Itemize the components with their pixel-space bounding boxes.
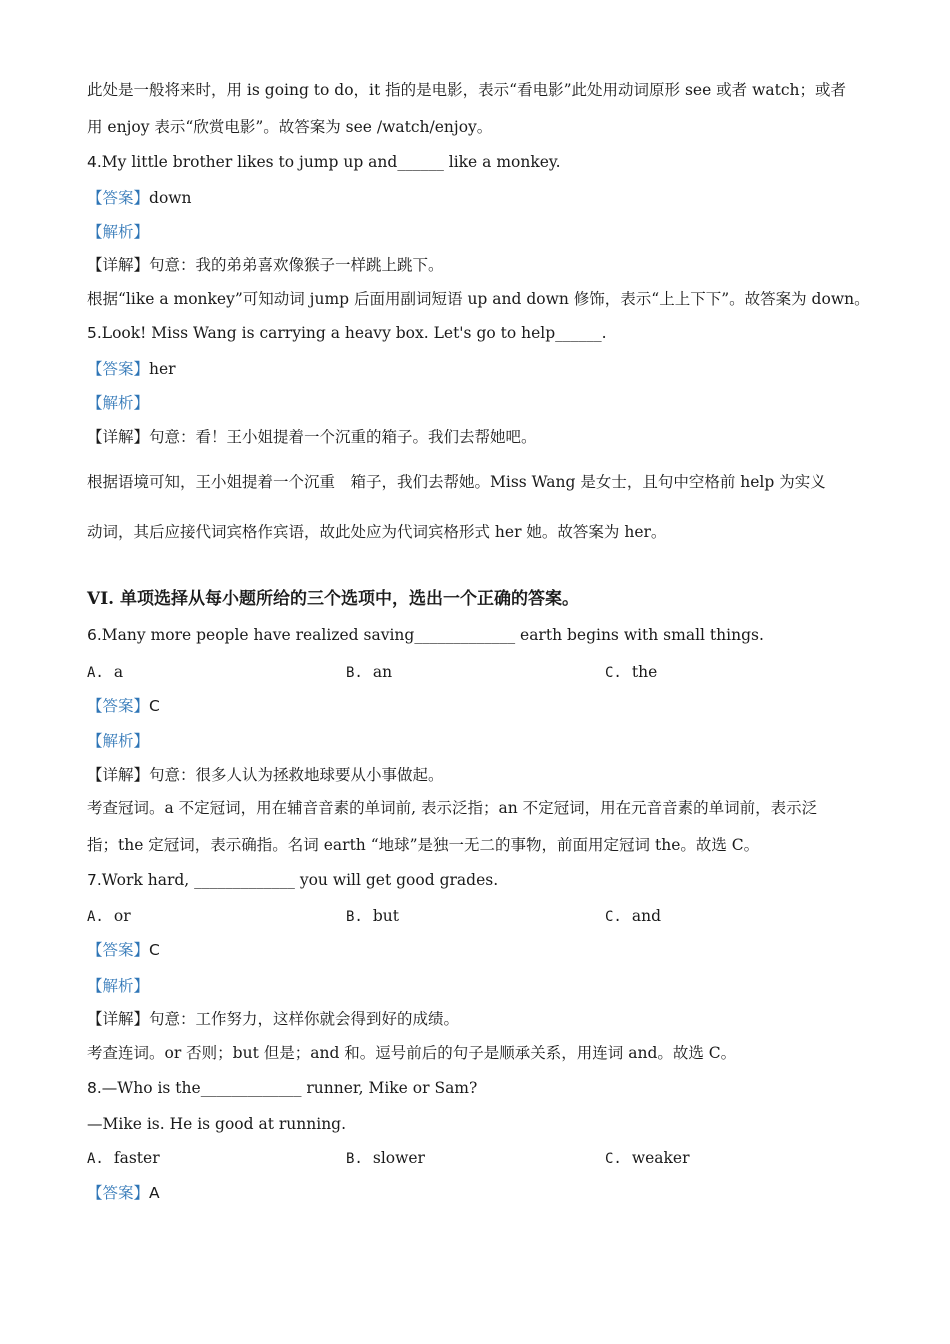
q7-question [87,870,498,890]
q6-detail [87,765,444,785]
q3-explain-line1: 此处是一般将来时，用 is going to do，it 指的是电影，表示“看电影”此处用动词原形 see 或者 watch；或者 [87,81,846,99]
option-text: the [631,663,658,681]
q5-answer [87,359,176,379]
q4-text: My little brother likes to jump up and______ like a monkey. [101,153,561,171]
q4-analysis-label: 【解析】 [87,223,150,241]
option-letter: B. [346,665,363,681]
q8-number: 8. [87,1079,102,1097]
q6-explain-line2: 指；the 定冠词，表示确指。名词 earth “地球”是独一无二的事物，前面用定冠词 the。故选 C。 [87,836,760,854]
answer-label: 【答案】 [87,697,150,715]
q8-option-c [605,1148,690,1169]
q7-analysis-label: 【解析】 [87,977,150,995]
q7-answer [87,940,160,960]
q5-explain-line2: 动词，其后应接代词宾格作宾语，故此处应为代词宾格形式 her 她。故答案为 her。 [87,523,667,541]
answer-label: 【答案】 [87,189,150,207]
detail-label: 【详解】 [87,766,150,784]
q7-option-b [346,906,399,927]
q7-explain: 考查连词。or 否则；but 但是；and 和。逗号前后的句子是顺承关系，用连词 and。故选 C。 [87,1044,737,1062]
section-title: VI. 单项选择从每小题所给的三个选项中，选出一个正确的答案。 [87,589,579,609]
answer-label: 【答案】 [87,1184,150,1202]
q6-answer-value: C [149,697,160,715]
q8-answer [87,1183,160,1203]
q4-question [87,152,561,172]
option-letter: C. [605,1151,622,1167]
option-text: or [113,907,131,925]
q5-detail [87,427,537,447]
q5-text: Look! Miss Wang is carrying a heavy box. Let's go to help______. [101,324,607,342]
q7-text: Work hard, _____________ you will get good grades. [101,871,499,889]
option-letter: C. [605,909,622,925]
q4-detail [87,255,444,275]
q5-meaning: 句意：看！王小姐提着一个沉重的箱子。我们去帮她吧。 [149,428,537,446]
q7-detail [87,1009,459,1029]
option-letter: B. [346,909,363,925]
answer-label: 【答案】 [87,941,150,959]
q6-explain-line1: 考查冠词。a 不定冠词，用在辅音音素的单词前, 表示泛指；an 不定冠词，用在元音音素的单词前，表示泛 [87,799,818,817]
q5-explain-line1: 根据语境可知，王小姐提着一个沉重 箱子，我们去帮她。Miss Wang 是女士，且句中空格前 help 为实义 [87,473,826,491]
q6-number: 6. [87,626,102,644]
q5-question [87,323,607,343]
option-text: an [372,663,393,681]
option-text: weaker [631,1149,690,1167]
answer-label: 【答案】 [87,360,150,378]
q6-answer [87,696,160,716]
q8-option-b [346,1148,425,1169]
q6-analysis-label: 【解析】 [87,732,150,750]
q8-option-a [87,1148,160,1169]
option-letter: C. [605,665,622,681]
option-letter: A. [87,909,104,925]
q5-number: 5. [87,324,102,342]
option-text: and [631,907,662,925]
option-text: slower [372,1149,425,1167]
option-text: but [372,907,399,925]
q4-explain: 根据“like a monkey”可知动词 jump 后面用副词短语 up and down 修饰，表示“上上下下”。故答案为 down。 [87,290,870,308]
option-text: faster [113,1149,160,1167]
q6-option-c [605,662,657,683]
q6-option-b [346,662,392,683]
q7-option-a [87,906,131,927]
q7-answer-value: C [149,941,160,959]
q6-question [87,625,764,645]
option-text: a [113,663,124,681]
option-letter: B. [346,1151,363,1167]
detail-label: 【详解】 [87,256,150,274]
q7-option-c [605,906,661,927]
q8-text-line1: —Who is the_____________ runner, Mike or Sam? [101,1079,478,1097]
q5-answer-value: her [149,360,176,378]
q4-number: 4. [87,153,102,171]
option-letter: A. [87,1151,104,1167]
q4-meaning: 句意：我的弟弟喜欢像猴子一样跳上跳下。 [149,256,444,274]
q4-answer [87,188,192,208]
detail-label: 【详解】 [87,1010,150,1028]
q6-text: Many more people have realized saving_____________ earth begins with small things. [101,626,764,644]
q6-meaning: 句意：很多人认为拯救地球要从小事做起。 [149,766,444,784]
q6-option-a [87,662,123,683]
option-letter: A. [87,665,104,681]
q4-answer-value: down [149,189,192,207]
q8-answer-value: A [149,1184,160,1202]
q7-number: 7. [87,871,102,889]
q8-text-line2: —Mike is. He is good at running. [87,1115,347,1133]
detail-label: 【详解】 [87,428,150,446]
q7-meaning: 句意：工作努力，这样你就会得到好的成绩。 [149,1010,460,1028]
q3-explain-line2: 用 enjoy 表示“欣赏电影”。故答案为 see /watch/enjoy。 [87,118,493,136]
q8-question [87,1078,477,1098]
q5-analysis-label: 【解析】 [87,394,150,412]
